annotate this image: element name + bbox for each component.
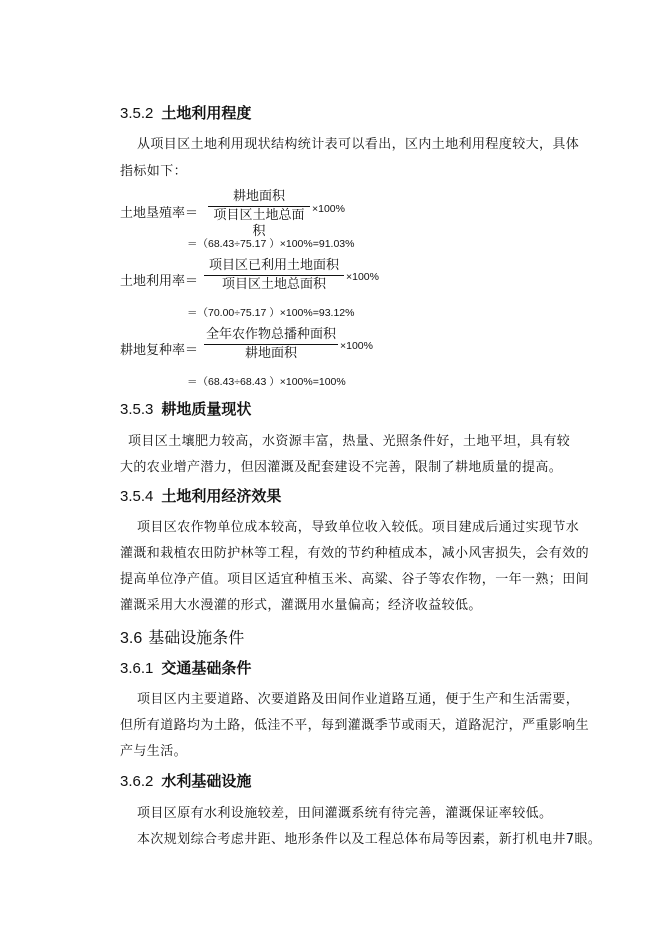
paragraph-3-5-4-line-2: 灌溉和栽植农田防护林等工程，有效的节约种植成本，减小风害损失，会有效的 [120,546,590,561]
paragraph-3-5-3-line-1: 项目区土壤肥力较高，水资源丰富，热量、光照条件好，土地平坦，具有较 [128,434,571,449]
heading-3-5-2: 3.5.2 土地利用程度 [120,104,252,122]
paragraph-3-5-4-line-3: 提高单位净产值。项目区适宜种植玉米、高粱、谷子等农作物，一年一熟；田间 [120,572,590,587]
paragraph-3-6-1-line-1: 项目区内主要道路、次要道路及田间作业道路互通，便于生产和生活需要， [137,692,580,707]
paragraph-3-6-2-line-1: 项目区原有水利设施较差，田间灌溉系统有待完善，灌溉保证率较低。 [137,806,553,821]
formula-3-fraction [204,327,338,362]
formula-3-calc: ＝（68.43÷68.43 ）×100%=100% [187,376,346,388]
formula-3-suffix: ×100% [340,340,373,352]
paragraph-3-6-1-line-3: 产与生活。 [120,744,188,759]
paragraph-3-5-4-line-4: 灌溉采用大水漫灌的形式，灌溉用水量偏高；经济收益较低。 [120,598,482,613]
formula-1-label: 土地垦殖率＝ [120,206,199,221]
heading-3-5-4: 3.5.4 土地利用经济效果 [120,487,282,505]
paragraph-3-5-4-line-1: 项目区农作物单位成本较高，导致单位收入较低。项目建成后通过实现节水 [137,520,580,535]
formula-1-denominator: 项目区土地总面积 [213,208,305,239]
formula-2-denominator: 项目区土地总面积 [221,277,326,292]
formula-2-suffix: ×100% [346,271,379,283]
fraction-bar [204,275,344,276]
formula-2-calc: ＝（70.00÷75.17 ）×100%=93.12% [187,307,355,319]
formula-3-denominator: 耕地面积 [244,346,297,361]
formula-2-label: 土地利用率＝ [120,274,199,289]
heading-3-6: 3.6 基础设施条件 [120,628,245,647]
intro-line-2: 指标如下： [120,164,188,179]
heading-3-6-2: 3.6.2 水利基础设施 [120,772,252,790]
formula-2-numerator: 项目区已利用土地面积 [208,258,339,273]
paragraph-3-6-1-line-2: 但所有道路均为土路，低洼不平，每到灌溉季节或雨天，道路泥泞，严重影响生 [120,718,590,733]
formula-1-fraction [208,189,310,240]
formula-2-fraction [204,258,344,293]
intro-line-1: 从项目区土地利用现状结构统计表可以看出，区内土地利用程度较大，具体 [137,137,580,152]
fraction-bar [208,206,310,207]
formula-1-numerator: 耕地面积 [232,189,285,204]
formula-3-label: 耕地复种率＝ [120,343,199,358]
heading-3-6-1: 3.6.1 交通基础条件 [120,659,252,677]
paragraph-3-6-2-line-2: 本次规划综合考虑井距、地形条件以及工程总体布局等因素，新打机电井7眼。 [137,832,602,847]
formula-1-suffix: ×100% [312,203,345,215]
paragraph-3-5-3-line-2: 大的农业增产潜力，但因灌溉及配套建设不完善，限制了耕地质量的提高。 [120,460,563,475]
formula-3-numerator: 全年农作物总播种面积 [205,327,336,342]
formula-1-calc: ＝（68.43÷75.17 ）×100%=91.03% [187,238,355,250]
heading-3-5-3: 3.5.3 耕地质量现状 [120,400,252,418]
fraction-bar [204,344,338,345]
